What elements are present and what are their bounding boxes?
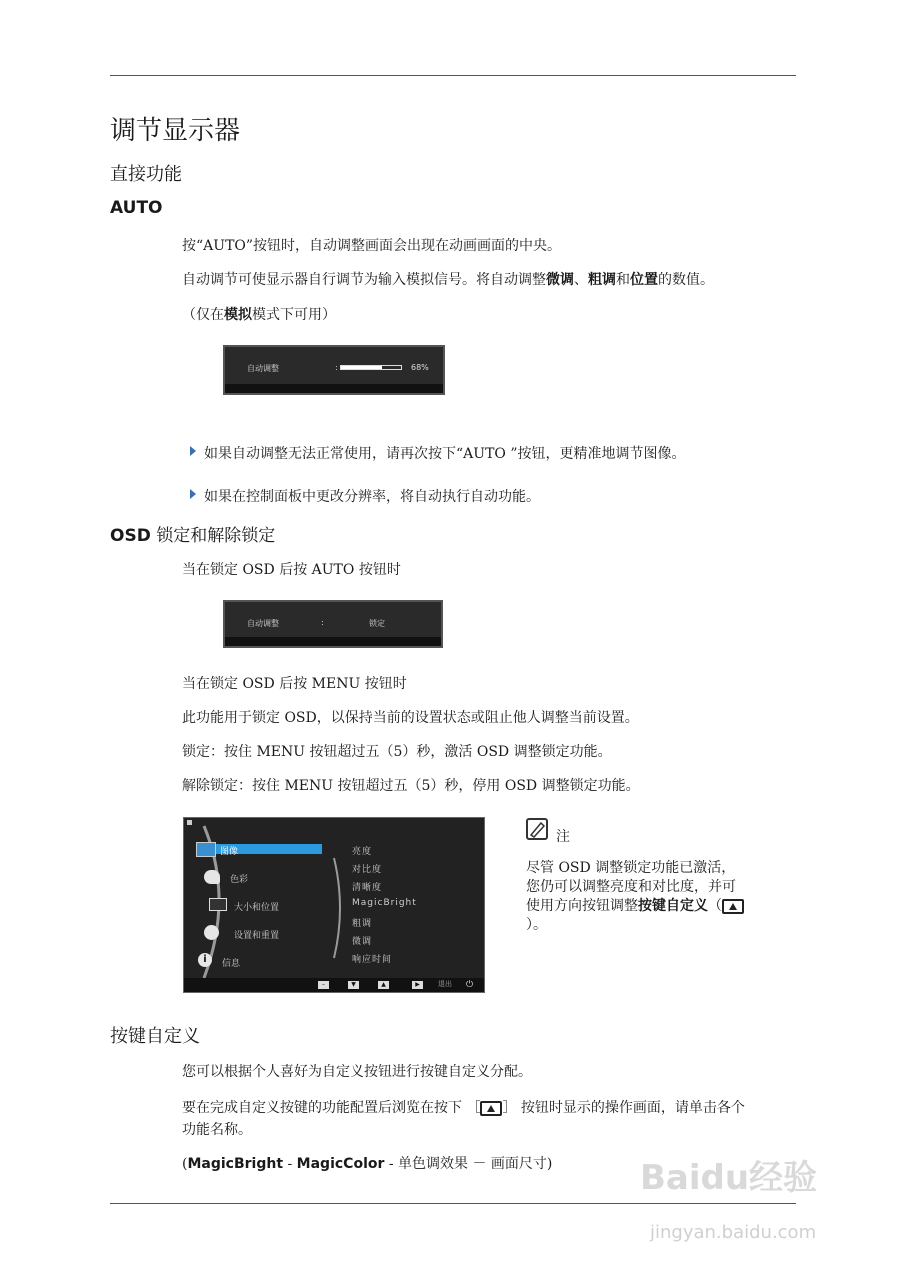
note-title: 注: [556, 829, 570, 845]
locked-osd: [223, 600, 443, 648]
auto-bullet-2: 如果在控制面板中更改分辨率，将自动执行自动功能。: [190, 486, 540, 506]
osd-lock-paragraph-3: 此功能用于锁定 OSD，以保持当前的设置状态或阻止他人调整当前设置。: [182, 710, 639, 726]
up-arrow-icon: ▲: [378, 981, 389, 989]
progress-track: [340, 365, 402, 370]
exit-label: 退出: [438, 980, 452, 988]
menu-item-size-position: 大小和位置: [234, 903, 280, 913]
submenu-fine: 微调: [352, 937, 373, 947]
size-position-icon: [209, 898, 227, 911]
gear-icon: [204, 925, 219, 940]
custom-paragraph-2-cont: 功能名称。: [182, 1122, 252, 1138]
auto-paragraph-3: （仅在模拟模式下可用）: [182, 307, 336, 323]
auto-paragraph-1: 按“AUTO”按钮时，自动调整画面会出现在动画画面的中央。: [182, 238, 562, 254]
section-direct-heading: 直接功能: [110, 164, 182, 185]
bullet-arrow-icon: [190, 489, 196, 499]
submenu-magicbright: MagicBright: [352, 898, 417, 908]
submenu-contrast: 对比度: [352, 865, 383, 875]
menu-item-setup-reset: 设置和重置: [234, 931, 280, 941]
submenu-brightness: 亮度: [352, 847, 373, 857]
osd-lock-paragraph-1: 当在锁定 OSD 后按 AUTO 按钮时: [182, 562, 401, 578]
submenu-sharpness: 清晰度: [352, 883, 383, 893]
bottom-rule: [110, 1203, 796, 1204]
bullet-arrow-icon: [190, 446, 196, 456]
osd-label: 自动调整: [247, 364, 279, 373]
osd-lock-value: 锁定: [369, 619, 385, 628]
osd-bottom-strip: [225, 384, 443, 393]
picture-icon: [196, 842, 216, 857]
submenu-coarse: 粗调: [352, 919, 373, 929]
osd-menu-screenshot: [183, 817, 485, 993]
auto-paragraph-2: 自动调节可使显示器自行调节为输入模拟信号。将自动调整微调、粗调和位置的数值。: [182, 272, 714, 288]
osd-lock-paragraph-5: 解除锁定：按住 MENU 按钮超过五（5）秒，停用 OSD 调整锁定功能。: [182, 778, 640, 794]
watermark-logo: Baidu经验: [640, 1158, 818, 1198]
osd-label: 自动调整: [247, 619, 279, 628]
auto-adjust-osd: [223, 345, 445, 395]
menu-item-color: 色彩: [230, 875, 249, 885]
menu-item-picture: 图像: [220, 847, 239, 857]
custom-paragraph-3: (MagicBright - MagicColor - 单色调效果 － 画面尺寸): [182, 1156, 553, 1172]
minus-button-icon: –: [318, 981, 329, 989]
progress-percent: 68%: [411, 363, 429, 372]
osd-bottom-strip: [225, 637, 441, 646]
auto-heading: AUTO: [110, 198, 163, 218]
osd-lock-paragraph-2: 当在锁定 OSD 后按 MENU 按钮时: [182, 676, 407, 692]
submenu-response-time: 响应时间: [352, 955, 393, 965]
osd-colon: :: [335, 363, 338, 372]
osd-lock-paragraph-4: 锁定：按住 MENU 按钮超过五（5）秒，激活 OSD 调整锁定功能。: [182, 744, 612, 760]
note-text: 尽管 OSD 调整锁定功能已激活，您仍可以调整亮度和对比度，并可使用方向按钮调整按键自定义（）。: [526, 859, 746, 935]
custom-key-icon: [722, 899, 744, 914]
top-rule: [110, 75, 796, 76]
custom-key-heading: 按键自定义: [110, 1026, 200, 1047]
osd-colon: :: [321, 618, 324, 627]
right-arrow-icon: ▶: [412, 981, 423, 989]
info-icon: i: [198, 953, 212, 967]
page-title: 调节显示器: [110, 116, 241, 146]
auto-bullet-1: 如果自动调整无法正常使用，请再次按下“AUTO ”按钮，更精准地调节图像。: [190, 443, 686, 463]
menu-item-information: 信息: [222, 959, 241, 969]
color-palette-icon: [204, 870, 220, 884]
watermark-url: jingyan.baidu.com: [650, 1222, 817, 1243]
custom-paragraph-1: 您可以根据个人喜好为自定义按钮进行按键自定义分配。: [182, 1064, 532, 1080]
down-arrow-icon: ▼: [348, 981, 359, 989]
custom-paragraph-2: 要在完成自定义按键的功能配置后浏览在按下 ［ ］ 按钮时显示的操作画面，请单击各个: [182, 1100, 745, 1116]
custom-key-icon: [480, 1101, 502, 1116]
power-icon: ⏻: [466, 980, 474, 990]
osd-lock-heading: OSD 锁定和解除锁定: [110, 526, 276, 546]
progress-fill: [341, 366, 382, 369]
note-pencil-icon: [526, 818, 548, 840]
